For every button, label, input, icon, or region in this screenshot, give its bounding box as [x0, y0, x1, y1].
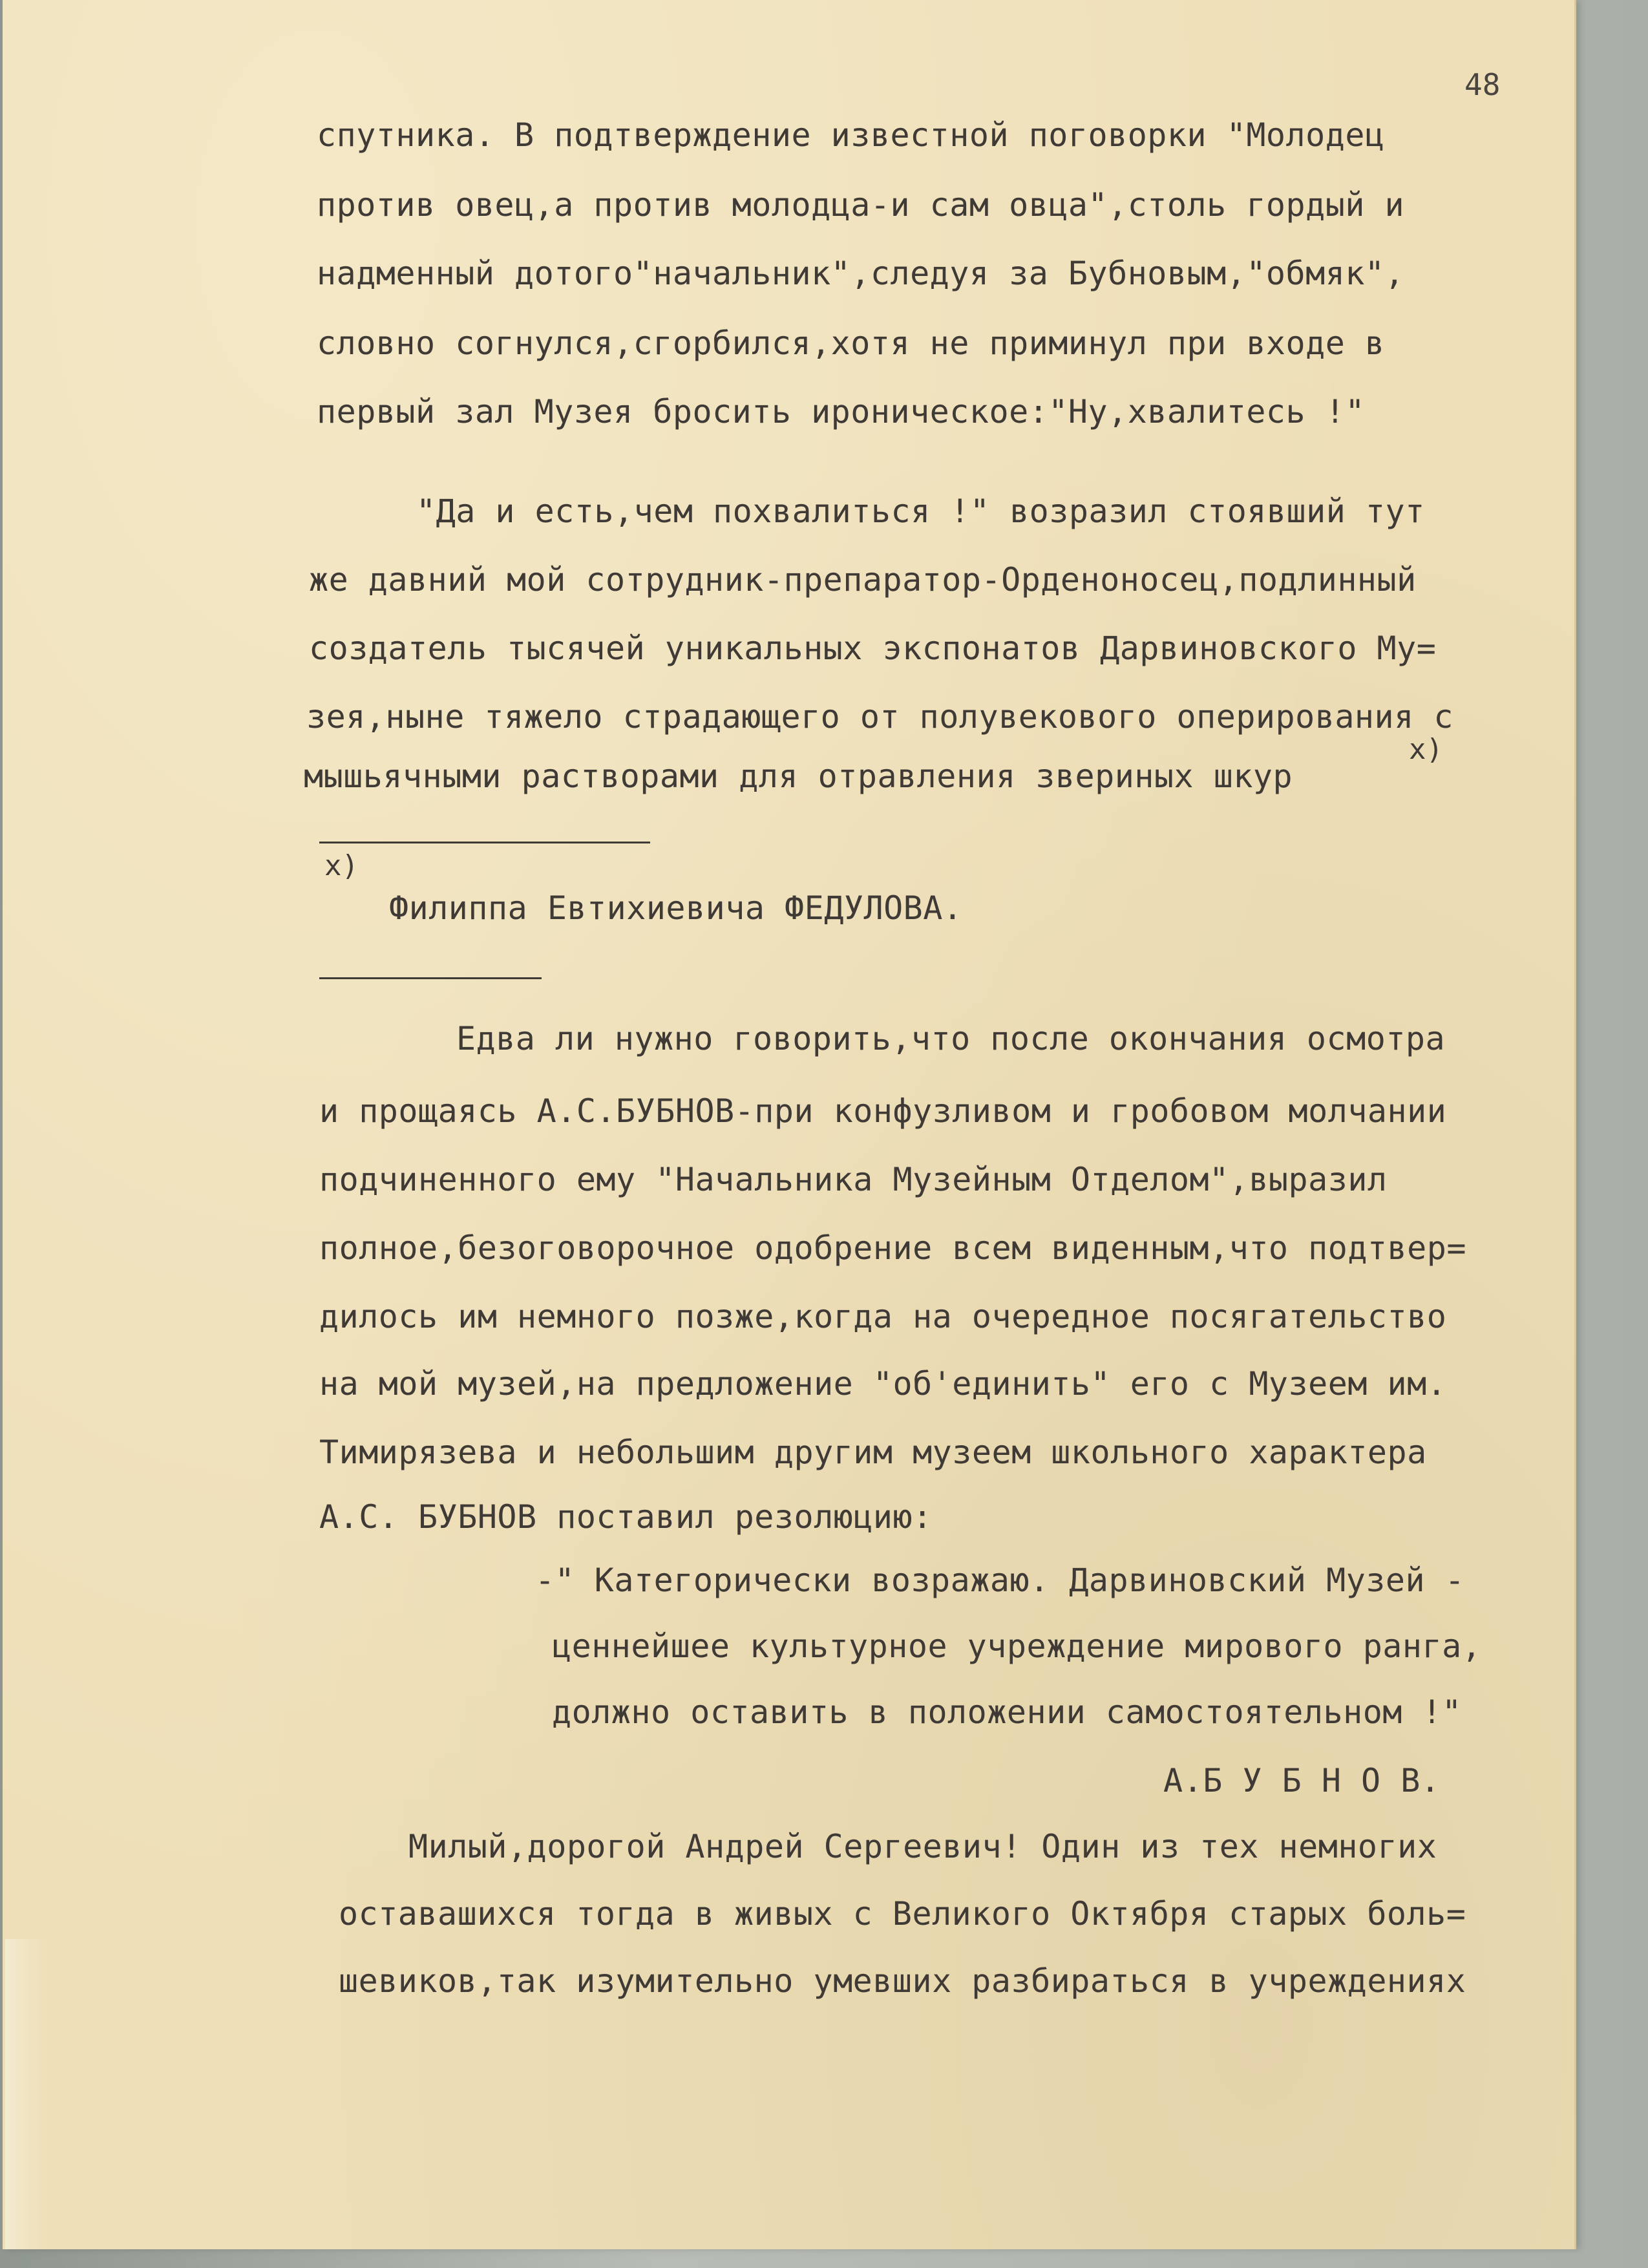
text-line: и прощаясь А.С.БУБНОВ-при конфузливом и гробовом молчании	[319, 1092, 1447, 1130]
footnote-text: Филиппа Евтихиевича ФЕДУЛОВА.	[389, 889, 963, 927]
text-line: дилось им немного позже,когда на очередное посягательство	[319, 1298, 1447, 1335]
text-line: первый зал Музея бросить ироническое:"Ну,хвалитесь !"	[317, 393, 1365, 430]
section-separator	[319, 977, 542, 979]
text-line: подчиненного ему "Начальника Музейным Отделом",выразил	[319, 1161, 1388, 1198]
text-line: А.С. БУБНОВ поставил резолюцию:	[319, 1498, 933, 1536]
text-line: Едва ли нужно говорить,что после окончания осмотра	[456, 1020, 1446, 1057]
text-line: полное,безоговорочное одобрение всем виденным,что подтвер=	[319, 1229, 1466, 1267]
text-line: шевиков,так изумительно умевших разбираться в учреждениях	[339, 1962, 1466, 2000]
text-line: оставашихся тогда в живых с Великого Октября старых боль=	[339, 1895, 1466, 1933]
text-line: Милый,дорогой Андрей Сергеевич! Один из тех немногих	[408, 1828, 1437, 1865]
typewritten-page	[3, 0, 1576, 2249]
paper-fold-highlight	[5, 1939, 44, 2249]
text-line: создатель тысячей уникальных экспонатов Дарвиновского Му=	[309, 630, 1437, 667]
footnote-reference: х)	[1409, 733, 1443, 766]
quote-line: должно оставить в положении самостоятельном !"	[552, 1693, 1462, 1731]
quote-line: -" Категорически возражаю. Дарвиновский Музей -	[535, 1562, 1465, 1599]
text-line: на мой музей,на предложение "об'единить" его с Музеем им.	[319, 1365, 1447, 1403]
text-line: Тимирязева и небольшим другим музеем школьного характера	[319, 1434, 1427, 1471]
quote-line: ценнейшее культурное учреждение мирового ранга,	[552, 1627, 1482, 1665]
text-line: против овец,а против молодца-и сам овца",столь гордый и	[317, 186, 1405, 224]
text-line: зея,ныне тяжело страдающего от полувекового оперирования с	[306, 698, 1453, 736]
text-line: же давний мой сотрудник-препаратор-Орденоносец,подлинный	[309, 561, 1417, 599]
footnote-marker: х)	[324, 849, 359, 882]
signature: А.Б У Б Н О В.	[1163, 1762, 1441, 1799]
text-line: мышьячными растворами для отравления звериных шкур	[304, 758, 1293, 795]
footnote-separator	[319, 842, 650, 843]
text-line: словно согнулся,сгорбился,хотя не приминул при входе в	[317, 324, 1385, 362]
text-line: надменный дотого"начальник",следуя за Бубновым,"обмяк",	[317, 255, 1405, 292]
text-line: спутника. В подтверждение известной поговорки "Молодец	[317, 116, 1385, 154]
page-number: 48	[1464, 67, 1501, 102]
text-line: "Да и есть,чем похвалиться !" возразил стоявший тут	[416, 493, 1425, 530]
